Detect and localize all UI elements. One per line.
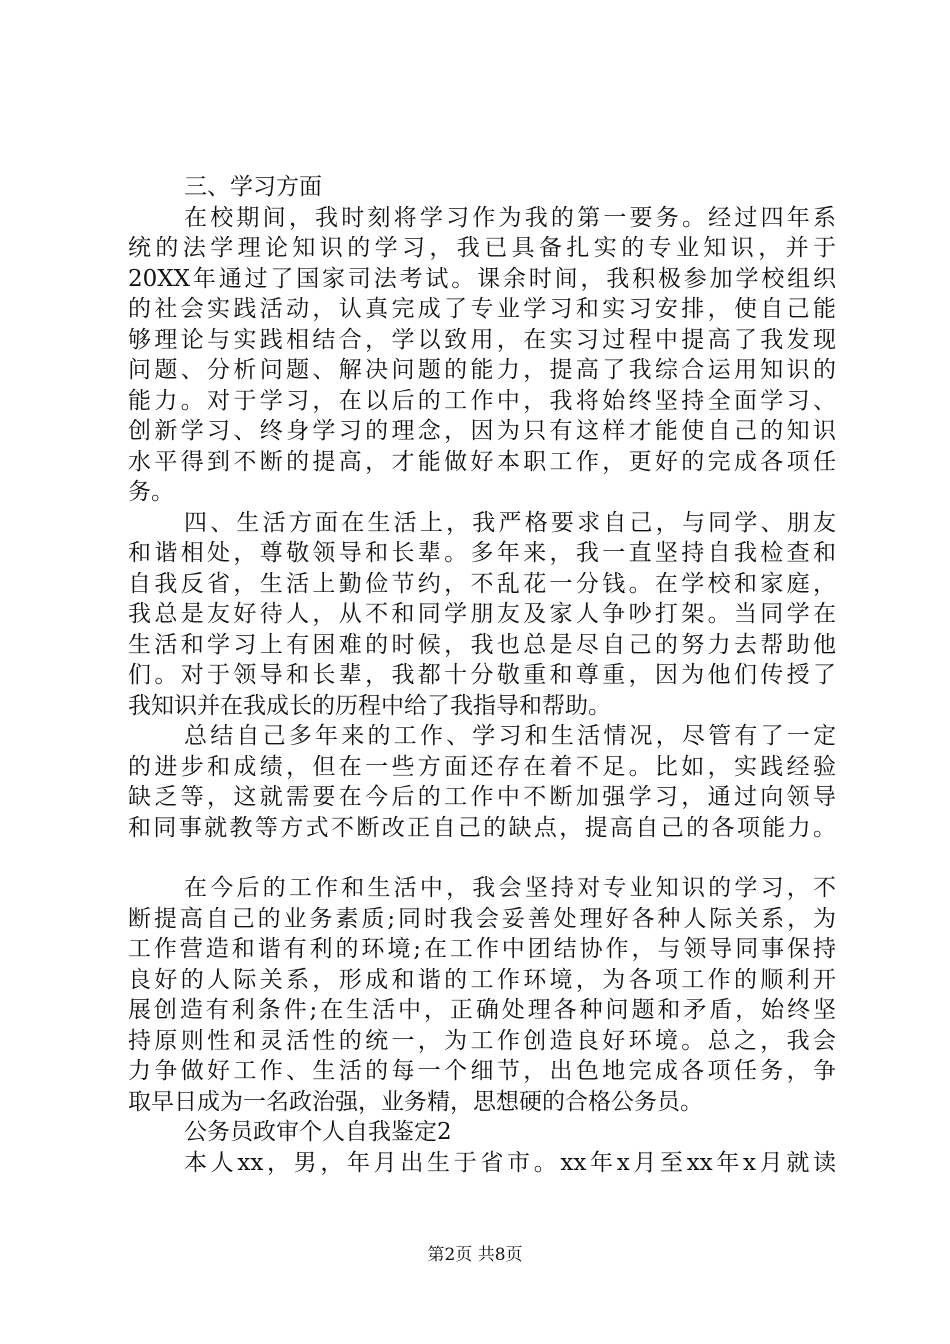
text-line: 断提高自己的业务素质;同时我会妥善处理好各种人际关系，为 [128,905,836,932]
text-line: 创新学习、终身学习的理念，因为只有这样才能使自己的知识 [128,418,836,444]
text-line: 总结自己多年来的工作、学习和生活情况，尽管有了一定 [184,723,836,749]
text-line: 自我反省，生活上勤俭节约，不乱花一分钱。在学校和家庭， [128,570,836,597]
section-heading: 三、学习方面 [184,174,322,200]
text-line: 务。 [128,479,174,505]
text-line: 我总是友好待人，从不和同学朋友及家人争吵打架。当同学在 [128,601,836,627]
text-line: 问题、分析问题、解决问题的能力，提高了我综合运用知识的 [128,357,836,383]
text-line: 本人xx，男，年月出生于省市。xx年x月至xx年x月就读 [184,1149,836,1176]
text-line: 能力。对于学习，在以后的工作中，我将始终坚持全面学习、 [128,387,836,414]
text-line: 力争做好工作、生活的每一个细节，出色地完成各项任务，争 [128,1058,836,1084]
text-line: 工作营造和谐有利的环境;在工作中团结协作，与领导同事保持 [128,936,836,962]
text-line: 取早日成为一名政治强，业务精，思想硬的合格公务员。 [128,1088,703,1115]
text-line: 生活和学习上有困难的时候，我也总是尽自己的努力去帮助他 [128,631,836,658]
text-line: 的社会实践活动，认真完成了专业学习和实习安排，使自己能 [128,296,836,322]
text-line: 在今后的工作和生活中，我会坚持对专业知识的学习，不 [184,875,836,901]
paragraph-gap [128,843,836,873]
document-body [128,172,836,1178]
text-line: 们。对于领导和长辈，我都十分敬重和尊重，因为他们传授了 [128,662,836,688]
text-line: 持原则性和灵活性的统一，为工作创造良好环境。总之，我会 [128,1027,836,1054]
page-footer: 第2页 共8页 [427,1245,523,1265]
text-line: 四、生活方面在生活上，我严格要求自己，与同学、朋友 [184,509,836,536]
text-line: 良好的人际关系，形成和谐的工作环境，为各项工作的顺利开 [128,966,836,993]
section-heading: 公务员政审个人自我鉴定2 [184,1119,452,1145]
text-line: 和同事就教等方式不断改正自己的缺点，提高自己的各项能力。 [128,814,836,841]
text-line: 缺乏等，这就需要在今后的工作中不断加强学习，通过向领导 [128,784,836,810]
text-line: 我知识并在我成长的历程中给了我指导和帮助。 [128,692,611,719]
text-line: 和谐相处，尊敬领导和长辈。多年来，我一直坚持自我检查和 [128,540,836,566]
text-line: 20XX年通过了国家司法考试。课余时间，我积极参加学校组织 [128,265,836,292]
text-line: 水平得到不断的提高，才能做好本职工作，更好的完成各项任 [128,448,836,475]
text-line: 在校期间，我时刻将学习作为我的第一要务。经过四年系 [184,204,836,231]
text-line: 展创造有利条件;在生活中，正确处理各种问题和矛盾，始终坚 [128,997,836,1023]
text-line: 够理论与实践相结合，学以致用，在实习过程中提高了我发现 [128,326,836,353]
text-line: 统的法学理论知识的学习，我已具备扎实的专业知识，并于 [128,235,836,261]
text-line: 的进步和成绩，但在一些方面还存在着不足。比如，实践经验 [128,753,836,780]
